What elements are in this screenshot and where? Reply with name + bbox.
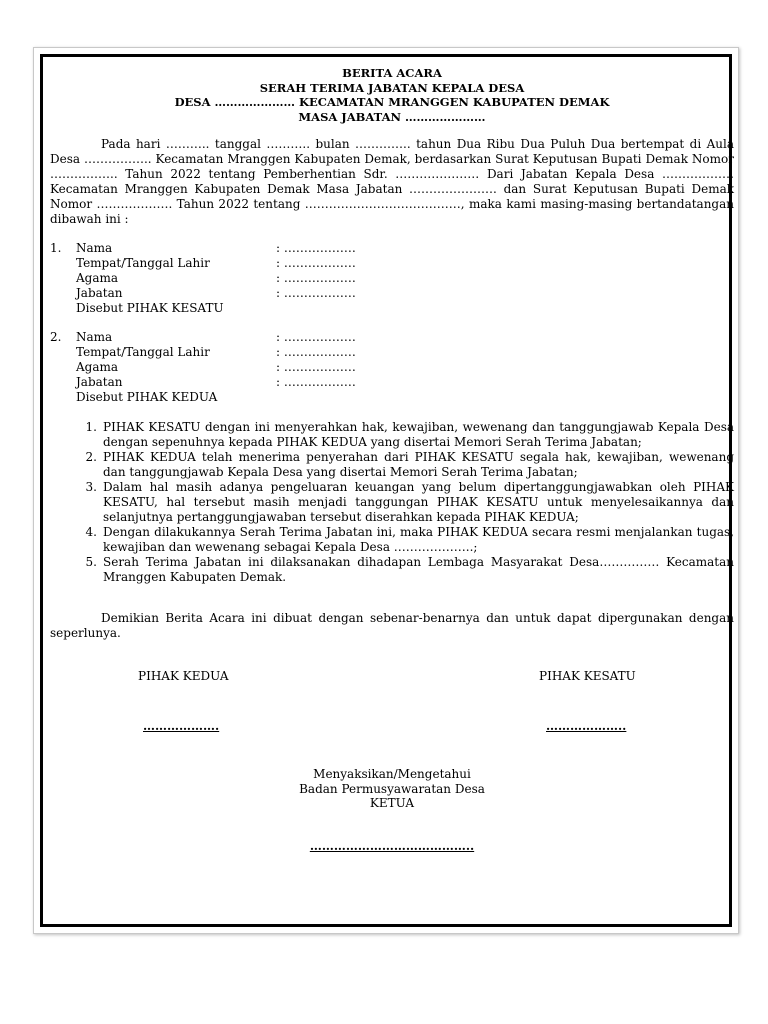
pihak-kesatu-block xyxy=(50,241,734,316)
clause-text: Dalam hal masih adanya pengeluaran keuangan yang belum dipertanggungjawabkan oleh PIHAK KESATU, hal tersebut masih menjadi tanggungan PIHAK KESATU untuk menyelesaikannya dan selanjutnya pertanggungjawaban tersebut diserahkan kepada PIHAK KEDUA; xyxy=(103,480,734,524)
opening-paragraph: Pada hari ……….. tanggal ……….. bulan ………….. tahun Dua Ribu Dua Puluh Dua bertempat di Aula Desa …………….. Kecamatan Mranggen Kabupaten Demak, berdasarkan Surat Keputusan Bupati Demak Nomor …………….. Tahun 2022 tentang Pemberhentian Sdr. ………………… Dari Jabatan Kepala Desa ……………… Kecamatan Mranggen Kabupaten Demak Masa Jabatan …………………. dan Surat Keputusan Bupati Demak Nomor ………………. Tahun 2022 tentang …………………………………, maka kami masing-masing bertandatangan dibawah ini : xyxy=(50,137,734,226)
field-value-nama: : ……………… xyxy=(276,241,356,255)
witness-dots: ………………………………….. xyxy=(309,839,475,853)
page-border xyxy=(40,54,732,927)
document-title: BERITA ACARA xyxy=(342,66,442,80)
pihak-designation: Disebut PIHAK KESATU xyxy=(76,301,224,315)
witness-signature-line xyxy=(50,839,734,854)
document-subtitle: SERAH TERIMA JABATAN KEPALA DESA xyxy=(259,80,525,95)
document-village-line: DESA ………………… KECAMATAN MRANGGEN KABUPATEN DEMAK xyxy=(174,95,610,109)
field-value-agama: : ……………… xyxy=(276,360,356,374)
document-term-line: MASA JABATAN ………………… xyxy=(298,109,486,124)
clause-list xyxy=(50,420,734,585)
clause-number: 4. xyxy=(85,525,97,539)
signature-line-pihak-kesatu: ……………….. xyxy=(546,719,627,733)
clause-number: 3. xyxy=(85,480,97,494)
clause-item xyxy=(50,525,734,555)
clause-text: PIHAK KESATU dengan ini menyerahkan hak, kewajiban, wewenang dan tanggungjawab Kepala Desa dengan sepenuhnya kepada PIHAK KEDUA yang disertai Memori Serah Terima Jabatan; xyxy=(103,420,734,449)
field-value-nama: : ……………… xyxy=(276,330,356,344)
clause-text: Serah Terima Jabatan ini dilaksanakan dihadapan Lembaga Masyarakat Desa…………… Kecamatan Mranggen Kabupaten Demak. xyxy=(103,555,734,584)
pihak-field-row xyxy=(50,360,734,375)
field-label-agama: Agama xyxy=(76,271,119,285)
field-label-jabatan: Jabatan xyxy=(76,286,123,300)
field-value-jabatan: : ……………… xyxy=(276,375,356,389)
closing-paragraph: Demikian Berita Acara ini dibuat dengan sebenar-benarnya dan untuk dapat dipergunakan dengan seperlunya. xyxy=(50,611,734,640)
clause-number: 5. xyxy=(85,555,97,569)
clause-item xyxy=(50,420,734,450)
field-value-ttl: : ……………… xyxy=(276,256,356,270)
pihak-field-row xyxy=(50,256,734,271)
clause-text: Dengan dilakukannya Serah Terima Jabatan ini, maka PIHAK KEDUA secara resmi menjalankan tugas, kewajiban dan wewenang sebagai Kepala Desa ………………..; xyxy=(103,525,734,554)
document-content xyxy=(50,66,734,853)
field-label-nama: Nama xyxy=(76,241,113,255)
pihak-number: 2. xyxy=(50,330,62,344)
field-label-agama: Agama xyxy=(76,360,119,374)
field-label-nama: Nama xyxy=(76,330,113,344)
signature-label-pihak-kesatu: PIHAK KESATU xyxy=(539,669,636,683)
field-label-ttl: Tempat/Tanggal Lahir xyxy=(76,256,210,270)
field-label-ttl: Tempat/Tanggal Lahir xyxy=(76,345,210,359)
pihak-field-row xyxy=(50,345,734,360)
field-value-jabatan: : ……………… xyxy=(276,286,356,300)
pihak-number: 1. xyxy=(50,241,62,255)
witness-line-2: Badan Permusyawaratan Desa xyxy=(299,782,485,796)
clause-item xyxy=(50,555,734,585)
signature-section xyxy=(50,669,734,853)
clause-item xyxy=(50,480,734,525)
clause-item xyxy=(50,450,734,480)
signature-label-pihak-kedua: PIHAK KEDUA xyxy=(138,669,229,683)
pihak-field-row xyxy=(50,271,734,286)
signature-line-pihak-kedua: ………………. xyxy=(143,719,220,733)
pihak-kedua-block xyxy=(50,330,734,405)
clause-text: PIHAK KEDUA telah menerima penyerahan dari PIHAK KESATU segala hak, kewajiban, wewenang dan tanggungjawab Kepala Desa yang disertai Memori Serah Terima Jabatan; xyxy=(103,450,734,479)
clause-number: 1. xyxy=(85,420,97,434)
witness-line-3: KETUA xyxy=(369,796,415,810)
document-page xyxy=(33,47,739,934)
pihak-field-row xyxy=(50,286,734,301)
field-label-jabatan: Jabatan xyxy=(76,375,123,389)
field-value-agama: : ……………… xyxy=(276,271,356,285)
pihak-field-row xyxy=(50,241,734,256)
pihak-designation: Disebut PIHAK KEDUA xyxy=(76,390,218,404)
pihak-field-row xyxy=(50,330,734,345)
pihak-field-row xyxy=(50,375,734,390)
field-value-ttl: : ……………… xyxy=(276,345,356,359)
witness-line-1: Menyaksikan/Mengetahui xyxy=(313,767,471,781)
clause-number: 2. xyxy=(85,450,97,464)
